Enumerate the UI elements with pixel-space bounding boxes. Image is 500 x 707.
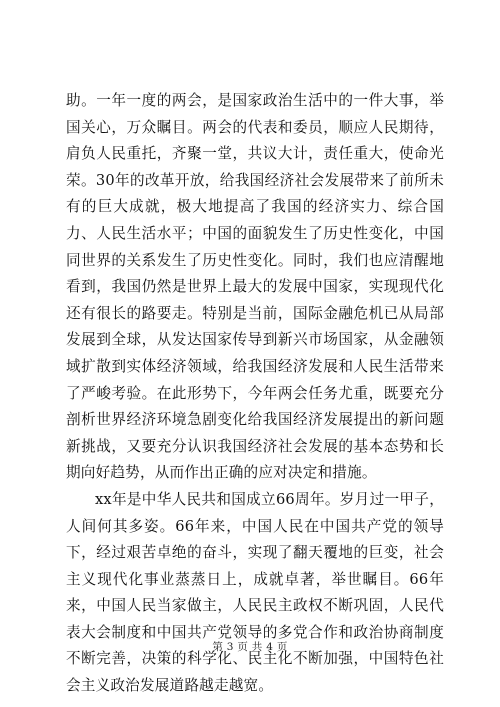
document-body xyxy=(66,88,444,700)
paragraph-anniversary: xx年是中华人民共和国成立66周年。岁月过一甲子，人间何其多姿。66年来，中国人民在中国共产党的领导下，经过艰苦卓绝的奋斗，实现了翻天覆地的巨变，社会主义现代化事业蒸蒸日上，成就卓著，举世瞩目。66年来，中国人民当家做主，人民民主政权不断巩固，人民代表大会制度和中国共产党领导的多党合作和政治协商制度不断完善，决策的科学化、民主化不断加强，中国特色社会主义政治发展道路越走越宽。 xyxy=(66,490,444,695)
page-number-footer: 第 3 页 共 4 页 xyxy=(212,641,288,653)
paragraph-continued: 助。一年一度的两会，是国家政治生活中的一件大事，举国关心，万众瞩目。两会的代表和委员，顺应人民期待，肩负人民重托，齐聚一堂，共议大计，责任重大，使命光荣。30年的改革开放，给我国经济社会发展带来了前所未有的巨大成就，极大地提高了我国的经济实力、综合国力、人民生活水平；中国的面貌发生了历史性变化，中国同世界的关系发生了历史性变化。同时，我们也应清醒地看到，我国仍然是世界上最大的发展中国家，实现现代化还有很长的路要走。特别是当前，国际金融危机已从局部发展到全球，从发达国家传导到新兴市场国家，从金融领域扩散到实体经济领域，给我国经济发展和人民生活带来了严峻考验。在此形势下，今年两会任务尤重，既要充分剖析世界经济环境急剧变化给我国经济发展提出的新问题新挑战，又要充分认识我国经济社会发展的基本态势和长期向好趋势，从而作出正确的应对决定和措施。 xyxy=(66,92,444,482)
